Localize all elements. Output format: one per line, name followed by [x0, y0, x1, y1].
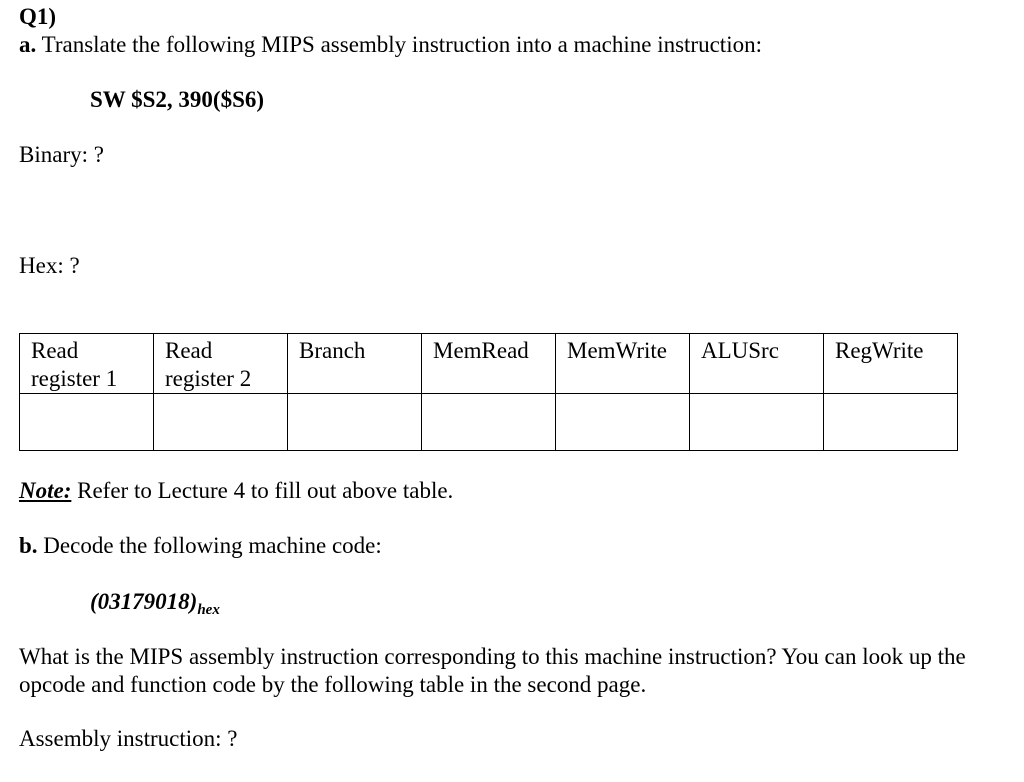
part-a-label: a. [19, 32, 37, 57]
answer-cell-read-register-2[interactable] [154, 394, 288, 451]
header-memread: MemRead [422, 334, 556, 394]
answer-cell-regwrite[interactable] [824, 394, 958, 451]
note [19, 477, 453, 505]
assembly-instruction: SW $S2, 390($S6) [90, 87, 265, 112]
machine-code-base: hex [197, 602, 220, 618]
header-regwrite: RegWrite [824, 334, 958, 394]
header-read-register-2: Read register 2 [154, 334, 288, 394]
assembly-answer-label: Assembly instruction: ? [19, 726, 238, 751]
hex-label: Hex: ? [19, 253, 80, 278]
machine-code-value: (03179018) [90, 589, 198, 614]
part-b-label: b. [19, 533, 38, 558]
header-memwrite: MemWrite [556, 334, 690, 394]
answer-cell-branch[interactable] [288, 394, 422, 451]
table-answer-row [20, 394, 958, 451]
note-text: Refer to Lecture 4 to fill out above table. [71, 478, 454, 503]
part-a-text: Translate the following MIPS assembly instruction into a machine instruction: [41, 32, 762, 57]
part-b-text: Decode the following machine code: [37, 533, 382, 558]
question-number: Q1) [19, 4, 57, 29]
part-b-question: What is the MIPS assembly instruction corresponding to this machine instruction? You can look up the opcode and function code by the following table in the second page. [19, 644, 966, 697]
header-alusrc: ALUSrc [690, 334, 824, 394]
answer-cell-memwrite[interactable] [556, 394, 690, 451]
answer-cell-read-register-1[interactable] [20, 394, 154, 451]
machine-code [90, 588, 220, 624]
answer-cell-memread[interactable] [422, 394, 556, 451]
note-label: Note: [19, 478, 72, 503]
control-signals-table [19, 333, 958, 451]
table-header-row [20, 334, 958, 394]
header-branch: Branch [288, 334, 422, 394]
answer-cell-alusrc[interactable] [690, 394, 824, 451]
binary-label: Binary: ? [19, 142, 104, 167]
part-a-prompt [19, 31, 762, 59]
part-b-prompt [19, 532, 382, 560]
header-read-register-1: Read register 1 [20, 334, 154, 394]
